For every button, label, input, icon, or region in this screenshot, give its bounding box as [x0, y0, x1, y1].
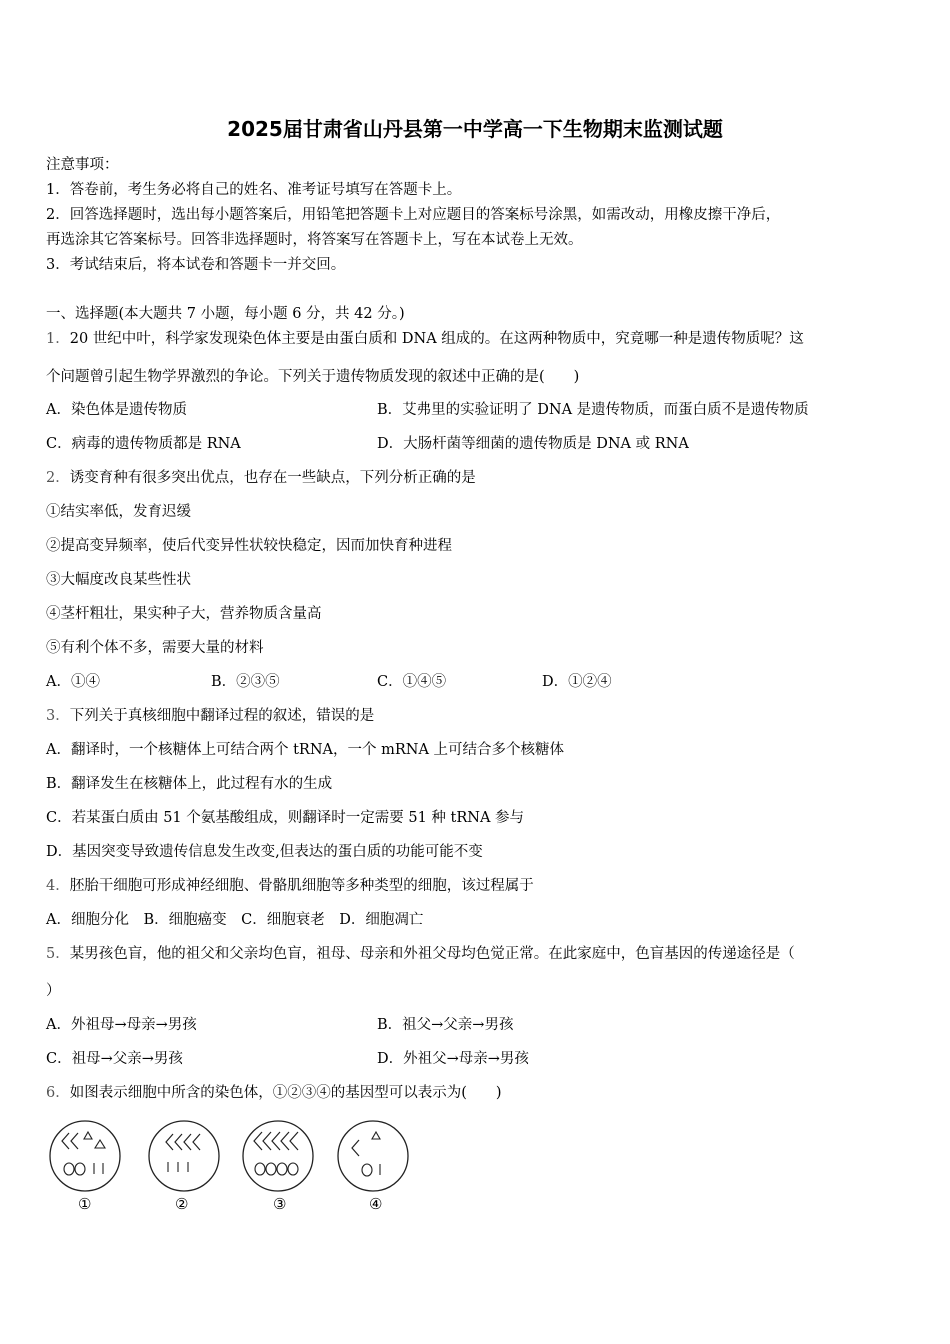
q2-stem — [46, 466, 476, 487]
cell-diagram-4 — [335, 1118, 411, 1194]
q5-stem-line1 — [46, 942, 795, 963]
q2-number: 2． — [46, 470, 70, 486]
q3-stem-text: 下列关于真核细胞中翻译过程的叙述，错误的是 — [69, 708, 375, 724]
q3-option-c: C．若某蛋白质由 51 个氨基酸组成，则翻译时一定需要 51 种 tRNA 参与 — [46, 810, 525, 826]
q6-number: 6． — [46, 1085, 70, 1101]
notice-item: 2．回答选择题时，选出每小题答案后，用铅笔把答题卡上对应题目的答案标号涂黑，如需改动，用橡皮擦干净后， — [46, 207, 781, 223]
q2-item: ②提高变异频率，使后代变异性状较快稳定，因而加快育种进程 — [46, 538, 452, 554]
q1-option-d: D．大肠杆菌等细菌的遗传物质是 DNA 或 RNA — [377, 436, 689, 452]
q2-item: ①结实率低，发育迟缓 — [46, 504, 191, 520]
cell-diagram-2 — [146, 1118, 222, 1194]
q4-number: 4． — [46, 878, 70, 894]
q3-stem — [46, 704, 374, 725]
q1-option-a: A．染色体是遗传物质 — [46, 402, 187, 418]
q5-option-a: A．外祖母→母亲→男孩 — [46, 1017, 197, 1033]
exam-title: 2025届甘肃省山丹县第一中学高一下生物期末监测试题 — [227, 117, 723, 141]
q6-stem-text: 如图表示细胞中所含的染色体，①②③④的基因型可以表示为( ) — [69, 1085, 502, 1101]
q3-option-b: B．翻译发生在核糖体上，此过程有水的生成 — [46, 776, 333, 792]
q2-item: ⑤有利个体不多，需要大量的材料 — [46, 640, 264, 656]
q2-item: ④茎杆粗壮，果实种子大，营养物质含量高 — [46, 606, 322, 622]
q3-option-d: D．基因突变导致遗传信息发生改变,但表达的蛋白质的功能可能不变 — [46, 844, 483, 860]
notice-item: 1．答卷前，考生务必将自己的姓名、准考证号填写在答题卡上。 — [46, 182, 462, 198]
q5-number: 5． — [46, 946, 70, 962]
q5-option-c: C．祖母→父亲→男孩 — [46, 1051, 183, 1067]
q5-stem-line2: ） — [46, 983, 61, 999]
q5-stem-text: 某男孩色盲，他的祖父和父亲均色盲，祖母、母亲和外祖父母均色觉正常。在此家庭中，色盲基因的传递途径是（ — [69, 946, 795, 962]
cell-diagram-3 — [240, 1118, 316, 1194]
cell-diagram-1 — [47, 1118, 123, 1194]
q2-option-a: A．①④ — [46, 674, 100, 690]
q4-options: A．细胞分化 B．细胞癌变 C．细胞衰老 D．细胞凋亡 — [46, 912, 424, 928]
notice-heading: 注意事项： — [46, 157, 119, 173]
q5-option-d: D．外祖父→母亲→男孩 — [377, 1051, 529, 1067]
q1-stem-text: 20 世纪中叶，科学家发现染色体主要是由蛋白质和 DNA 组成的。在这两种物质中，究竟哪一种是遗传物质呢？这 — [69, 331, 804, 347]
q2-item: ③大幅度改良某些性状 — [46, 572, 191, 588]
q4-stem-text: 胚胎干细胞可形成神经细胞、骨骼肌细胞等多种类型的细胞，该过程属于 — [69, 878, 534, 894]
q5-option-b: B．祖父→父亲→男孩 — [377, 1017, 514, 1033]
section-heading: 一、选择题(本大题共 7 小题，每小题 6 分，共 42 分。) — [46, 306, 405, 322]
cell-caption-3: ③ — [273, 1195, 287, 1213]
q6-stem — [46, 1081, 502, 1102]
q2-stem-text: 诱变育种有很多突出优点，也存在一些缺点，下列分析正确的是 — [69, 470, 476, 486]
q1-option-c: C．病毒的遗传物质都是 RNA — [46, 436, 241, 452]
q2-option-b: B．②③⑤ — [211, 674, 280, 690]
cell-caption-4: ④ — [369, 1195, 383, 1213]
q1-option-b: B．艾弗里的实验证明了 DNA 是遗传物质，而蛋白质不是遗传物质 — [377, 402, 809, 418]
q3-option-a: A．翻译时，一个核糖体上可结合两个 tRNA，一个 mRNA 上可结合多个核糖体 — [46, 742, 565, 758]
cell-caption-1: ① — [78, 1195, 92, 1213]
q1-stem-line2: 个问题曾引起生物学界激烈的争论。下列关于遗传物质发现的叙述中正确的是( ) — [46, 369, 580, 385]
q4-stem — [46, 874, 534, 895]
cell-caption-2: ② — [175, 1195, 189, 1213]
notice-item: 3．考试结束后，将本试卷和答题卡一并交回。 — [46, 257, 346, 273]
q2-option-c: C．①④⑤ — [377, 674, 447, 690]
q1-number: 1． — [46, 331, 70, 347]
q3-number: 3． — [46, 708, 70, 724]
q1-stem-line1 — [46, 327, 804, 348]
notice-item: 再选涂其它答案标号。回答非选择题时，将答案写在答题卡上，写在本试卷上无效。 — [46, 232, 583, 248]
q2-option-d: D．①②④ — [542, 674, 612, 690]
